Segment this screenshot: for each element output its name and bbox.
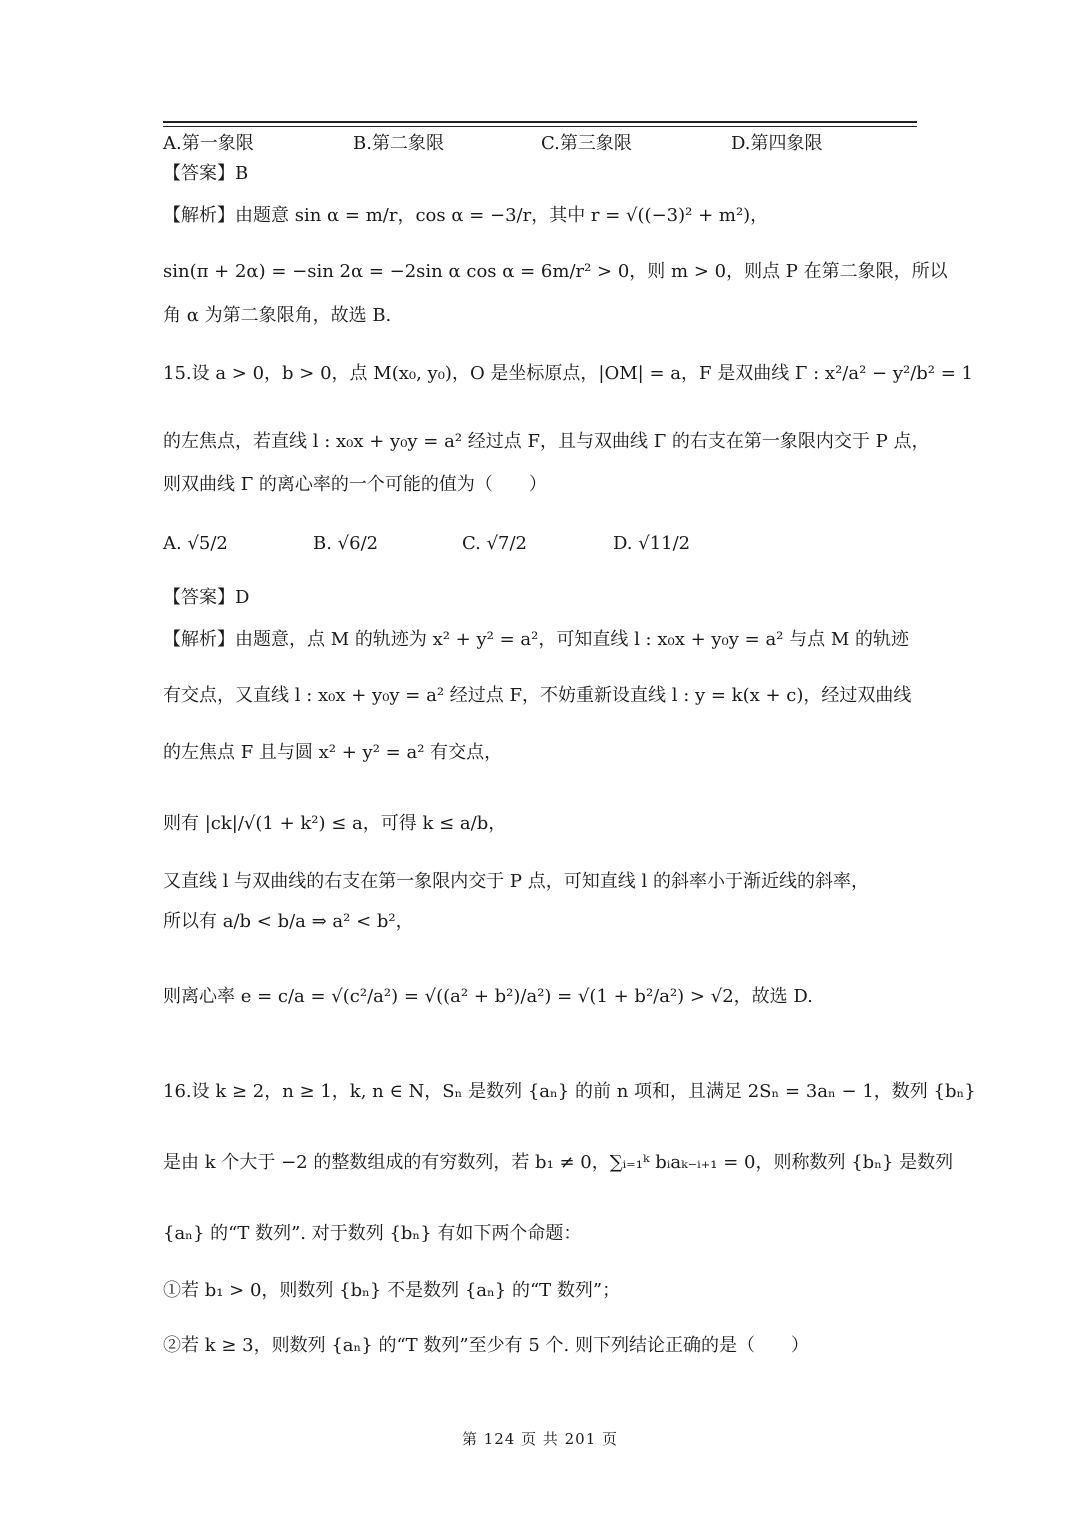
q15-analysis-line-4: 则有 |ck|/√(1 + k²) ≤ a，可得 k ≤ a/b， [163, 813, 507, 834]
q15-answer: 【答案】D [163, 587, 250, 608]
header-rule-thick [163, 121, 917, 123]
q15-analysis-line-1: 【解析】由题意，点 M 的轨迹为 x² + y² = a²，可知直线 l : x₀x + y₀y = a² 与点 M 的轨迹 [163, 629, 909, 650]
q14-analysis-line-3: 角 α 为第二象限角，故选 B. [163, 305, 392, 326]
q14-analysis-line-1: 【解析】由题意 sin α = m/r，cos α = −3/r，其中 r = √((−3)² + m²)， [163, 205, 769, 226]
q15-analysis-line-5: 又直线 l 与双曲线的右支在第一象限内交于 P 点，可知直线 l 的斜率小于渐近线的斜率， [163, 871, 869, 892]
page-footer: 第 124 页 共 201 页 [461, 1430, 619, 1448]
q14-option-a: A.第一象限 [163, 133, 254, 154]
q15-analysis-line-7: 则离心率 e = c/a = √(c²/a²) = √((a² + b²)/a²) = √(1 + b²/a²) > √2，故选 D. [163, 986, 813, 1007]
q15-stem-line-1: 15.设 a > 0，b > 0，点 M(x₀, y₀)，O 是坐标原点，|OM| = a，F 是双曲线 Γ : x²/a² − y²/b² = 1 [163, 363, 973, 384]
q15-analysis-line-2: 有交点，又直线 l : x₀x + y₀y = a² 经过点 F，不妨重新设直线 l : y = k(x + c)，经过双曲线 [163, 685, 912, 706]
q15-analysis-line-3: 的左焦点 F 且与圆 x² + y² = a² 有交点， [163, 742, 503, 763]
q15-option-d: D. √11/2 [613, 533, 691, 554]
q16-proposition-1: ①若 b₁ > 0，则数列 {bₙ} 不是数列 {aₙ} 的“T 数列”； [163, 1280, 621, 1301]
q16-stem-line-1: 16.设 k ≥ 2，n ≥ 1，k, n ∈ N，Sₙ 是数列 {aₙ} 的前 n 项和，且满足 2Sₙ = 3aₙ − 1，数列 {bₙ} [163, 1081, 976, 1102]
q16-stem-line-3: {aₙ} 的“T 数列”. 对于数列 {bₙ} 有如下两个命题： [163, 1223, 582, 1244]
q14-option-d: D.第四象限 [731, 133, 823, 154]
q14-analysis-line-2: sin(π + 2α) = −sin 2α = −2sin α cos α = 6m/r² > 0，则 m > 0，则点 P 在第二象限，所以 [163, 261, 948, 282]
q15-option-b: B. √6/2 [313, 533, 379, 554]
q15-stem-line-2: 的左焦点，若直线 l : x₀x + y₀y = a² 经过点 F，且与双曲线 Γ 的右支在第一象限内交于 P 点， [163, 431, 930, 452]
q15-option-c: C. √7/2 [462, 533, 528, 554]
q15-option-a: A. √5/2 [163, 533, 228, 554]
header-rule-thin [163, 126, 917, 127]
q14-option-c: C.第三象限 [541, 133, 632, 154]
q16-proposition-2: ②若 k ≥ 3，则数列 {aₙ} 的“T 数列”至少有 5 个. 则下列结论正确的是（ ） [163, 1335, 809, 1356]
q14-option-b: B.第二象限 [353, 133, 444, 154]
q15-stem-line-3: 则双曲线 Γ 的离心率的一个可能的值为（ ） [163, 474, 547, 495]
q16-stem-line-2: 是由 k 个大于 −2 的整数组成的有穷数列，若 b₁ ≠ 0，∑ᵢ₌₁ᵏ bᵢaₖ₋ᵢ₊₁ = 0，则称数列 {bₙ} 是数列 [163, 1152, 954, 1173]
q14-answer: 【答案】B [163, 163, 249, 184]
q15-analysis-line-6: 所以有 a/b < b/a ⇒ a² < b²， [163, 911, 414, 932]
